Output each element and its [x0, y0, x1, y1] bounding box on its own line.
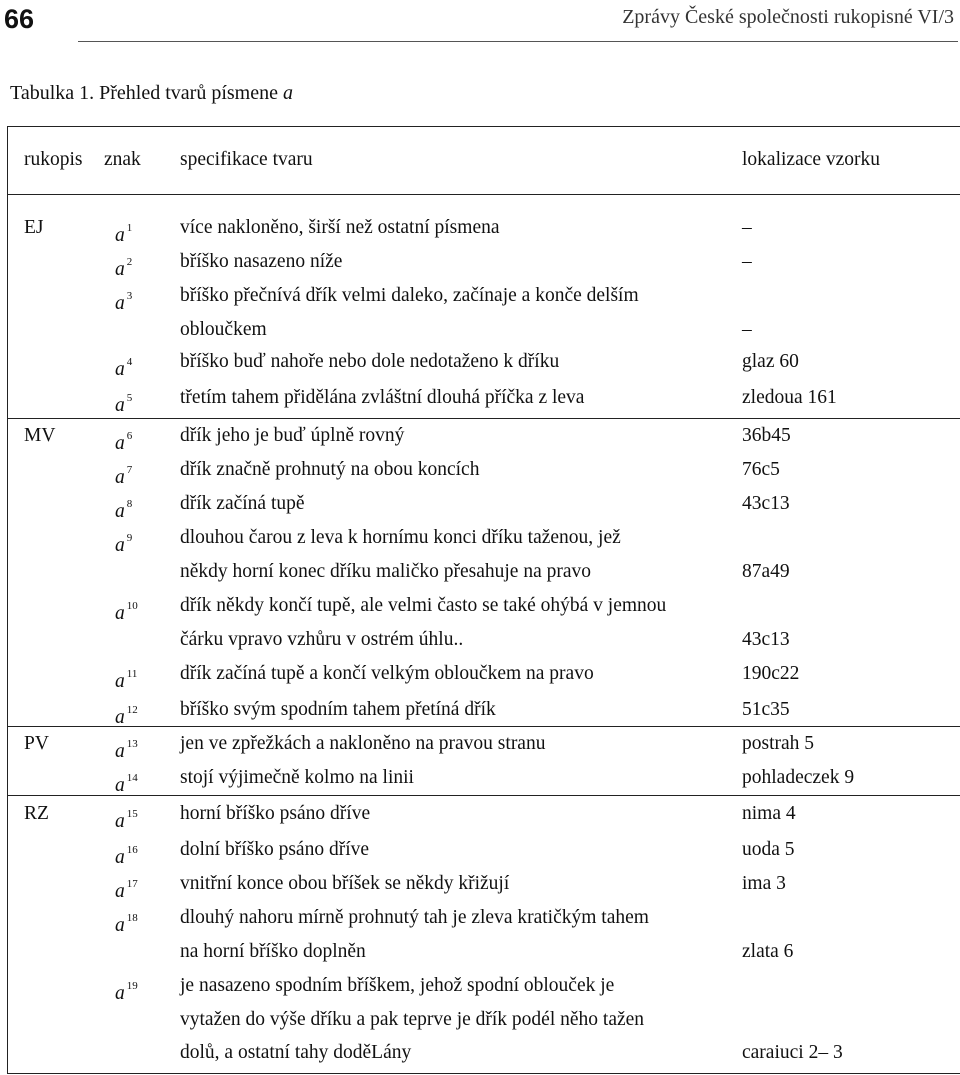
lokalizace-value: 36b45	[742, 425, 791, 446]
specifikace-line: dlouhou čarou z leva k hornímu konci dříku taženou, jež	[180, 527, 621, 548]
lokalizace-value: 76c5	[742, 459, 780, 480]
znak-symbol	[115, 838, 138, 870]
rukopis-label: MV	[24, 425, 56, 446]
znak-index: 8	[126, 498, 133, 510]
znak-letter: a	[115, 775, 125, 796]
lokalizace-value: uoda 5	[742, 839, 795, 860]
znak-letter: a	[115, 915, 125, 936]
znak-letter: a	[115, 467, 125, 488]
znak-letter: a	[115, 395, 125, 416]
lokalizace-value: 43c13	[742, 493, 790, 514]
znak-index: 4	[126, 356, 133, 368]
znak-index: 2	[126, 256, 133, 268]
specifikace-line: vytažen do výše dříku a pak teprve je dřík podél něho tažen	[180, 1008, 645, 1030]
znak-index: 14	[126, 772, 138, 784]
znak-symbol	[115, 872, 138, 904]
group-divider	[7, 795, 960, 796]
znak-symbol	[115, 492, 132, 524]
specifikace-line: stojí výjimečně kolmo na linii	[180, 767, 414, 788]
specifikace-line: dolní bříško psáno dříve	[180, 839, 370, 860]
znak-symbol	[115, 350, 132, 382]
znak-index: 10	[126, 600, 138, 612]
header-rule	[78, 41, 958, 42]
lokalizace-value: nima 4	[742, 803, 796, 824]
lokalizace-value: postrah 5	[742, 733, 815, 754]
specifikace-line: bříško přečnívá dřík velmi daleko, začínaje a konče delším	[180, 285, 639, 306]
znak-letter: a	[115, 671, 125, 692]
specifikace-line: někdy horní konec dříku maličko přesahuje na pravo	[180, 560, 591, 582]
znak-letter: a	[115, 603, 125, 624]
column-header-znak: znak	[104, 149, 141, 170]
specifikace-line: dřík jeho je buď úplně rovný	[180, 425, 405, 446]
rukopis-label: PV	[24, 733, 49, 754]
znak-letter: a	[115, 847, 125, 868]
lokalizace-value: glaz 60	[742, 351, 799, 372]
znak-symbol	[115, 662, 137, 694]
lokalizace-value: 190c22	[742, 663, 800, 684]
znak-index: 17	[126, 878, 138, 890]
znak-symbol	[115, 974, 138, 1006]
lokalizace-value: caraiuci 2– 3	[742, 1042, 843, 1063]
lokalizace-value: ima 3	[742, 873, 786, 894]
column-header-specifikace: specifikace tvaru	[180, 149, 313, 170]
znak-letter: a	[115, 983, 125, 1004]
lokalizace-value: –	[742, 217, 752, 238]
page-number: 66	[4, 4, 35, 34]
znak-symbol	[115, 458, 132, 490]
lokalizace-value: zlata 6	[742, 940, 794, 962]
table-header-rule	[7, 194, 960, 195]
znak-index: 13	[126, 738, 138, 750]
lokalizace-value: 87a49	[742, 560, 790, 582]
specifikace-line: dřík někdy končí tupě, ale velmi často se také ohýbá v jemnou	[180, 595, 667, 616]
znak-letter: a	[115, 707, 125, 728]
table-caption-letter: a	[282, 82, 293, 104]
znak-index: 5	[126, 392, 133, 404]
znak-letter: a	[115, 501, 125, 522]
lokalizace-value: –	[742, 318, 752, 340]
specifikace-line: čárku vpravo vzhůru v ostrém úhlu..	[180, 628, 464, 650]
specifikace-line: dřík začíná tupě	[180, 493, 305, 514]
znak-index: 12	[126, 704, 138, 716]
lokalizace-value: zledoua 161	[742, 387, 837, 408]
znak-symbol	[115, 732, 138, 764]
specifikace-line: horní bříško psáno dříve	[180, 803, 371, 824]
table-caption	[10, 80, 293, 106]
znak-symbol	[115, 594, 138, 626]
znak-index: 6	[126, 430, 133, 442]
znak-index: 16	[126, 844, 138, 856]
znak-letter: a	[115, 293, 125, 314]
specifikace-line: vnitřní konce obou bříšek se někdy křižují	[180, 873, 510, 894]
znak-letter: a	[115, 359, 125, 380]
znak-index: 11	[126, 668, 138, 680]
column-header-lokalizace: lokalizace vzorku	[742, 149, 881, 170]
znak-letter: a	[115, 881, 125, 902]
znak-symbol	[115, 284, 132, 316]
lokalizace-value: 51c35	[742, 699, 790, 720]
znak-symbol	[115, 216, 132, 248]
znak-index: 19	[126, 980, 138, 992]
znak-index: 7	[126, 464, 133, 476]
lokalizace-value: –	[742, 251, 752, 272]
znak-index: 9	[126, 532, 133, 544]
znak-symbol	[115, 526, 132, 558]
znak-letter: a	[115, 741, 125, 762]
specifikace-line: bříško buď nahoře nebo dole nedotaženo k dříku	[180, 351, 560, 372]
specifikace-line: bříško nasazeno níže	[180, 251, 343, 272]
specifikace-line: je nasazeno spodním bříškem, jehož spodní oblouček je	[180, 975, 615, 996]
table-caption-text: Tabulka 1. Přehled tvarů písmene	[10, 82, 278, 104]
znak-index: 18	[126, 912, 138, 924]
znak-symbol	[115, 766, 138, 798]
znak-symbol	[115, 250, 132, 282]
specifikace-line: obloučkem	[180, 318, 267, 340]
specifikace-line: více nakloněno, širší než ostatní písmena	[180, 217, 500, 238]
znak-letter: a	[115, 433, 125, 454]
group-divider	[7, 726, 960, 727]
znak-letter: a	[115, 225, 125, 246]
znak-symbol	[115, 906, 138, 938]
specifikace-line: bříško svým spodním tahem přetíná dřík	[180, 699, 496, 720]
znak-symbol	[115, 386, 132, 418]
znak-index: 1	[126, 222, 133, 234]
znak-index: 15	[126, 808, 138, 820]
znak-index: 3	[126, 290, 133, 302]
specifikace-line: jen ve zpřežkách a nakloněno na pravou stranu	[180, 733, 546, 754]
specifikace-line: dřík začíná tupě a končí velkým obloučkem na pravo	[180, 663, 594, 684]
lokalizace-value: pohladeczek 9	[742, 767, 855, 788]
znak-letter: a	[115, 259, 125, 280]
group-divider	[7, 418, 960, 419]
specifikace-line: dřík značně prohnutý na obou koncích	[180, 459, 480, 480]
specifikace-line: na horní bříško doplněn	[180, 940, 366, 962]
rukopis-label: EJ	[24, 217, 44, 238]
column-header-rukopis: rukopis	[24, 149, 83, 170]
znak-letter: a	[115, 811, 125, 832]
specifikace-line: dlouhý nahoru mírně prohnutý tah je zleva kratičkým tahem	[180, 907, 649, 928]
lokalizace-value: 43c13	[742, 628, 790, 650]
rukopis-label: RZ	[24, 803, 49, 824]
specifikace-line: třetím tahem přidělána zvláštní dlouhá příčka z leva	[180, 387, 585, 408]
znak-symbol	[115, 424, 132, 456]
journal-title: Zprávy České společnosti rukopisné VI/3	[622, 6, 954, 28]
specifikace-line: dolů, a ostatní tahy doděLány	[180, 1042, 412, 1063]
znak-letter: a	[115, 535, 125, 556]
znak-symbol	[115, 802, 138, 834]
